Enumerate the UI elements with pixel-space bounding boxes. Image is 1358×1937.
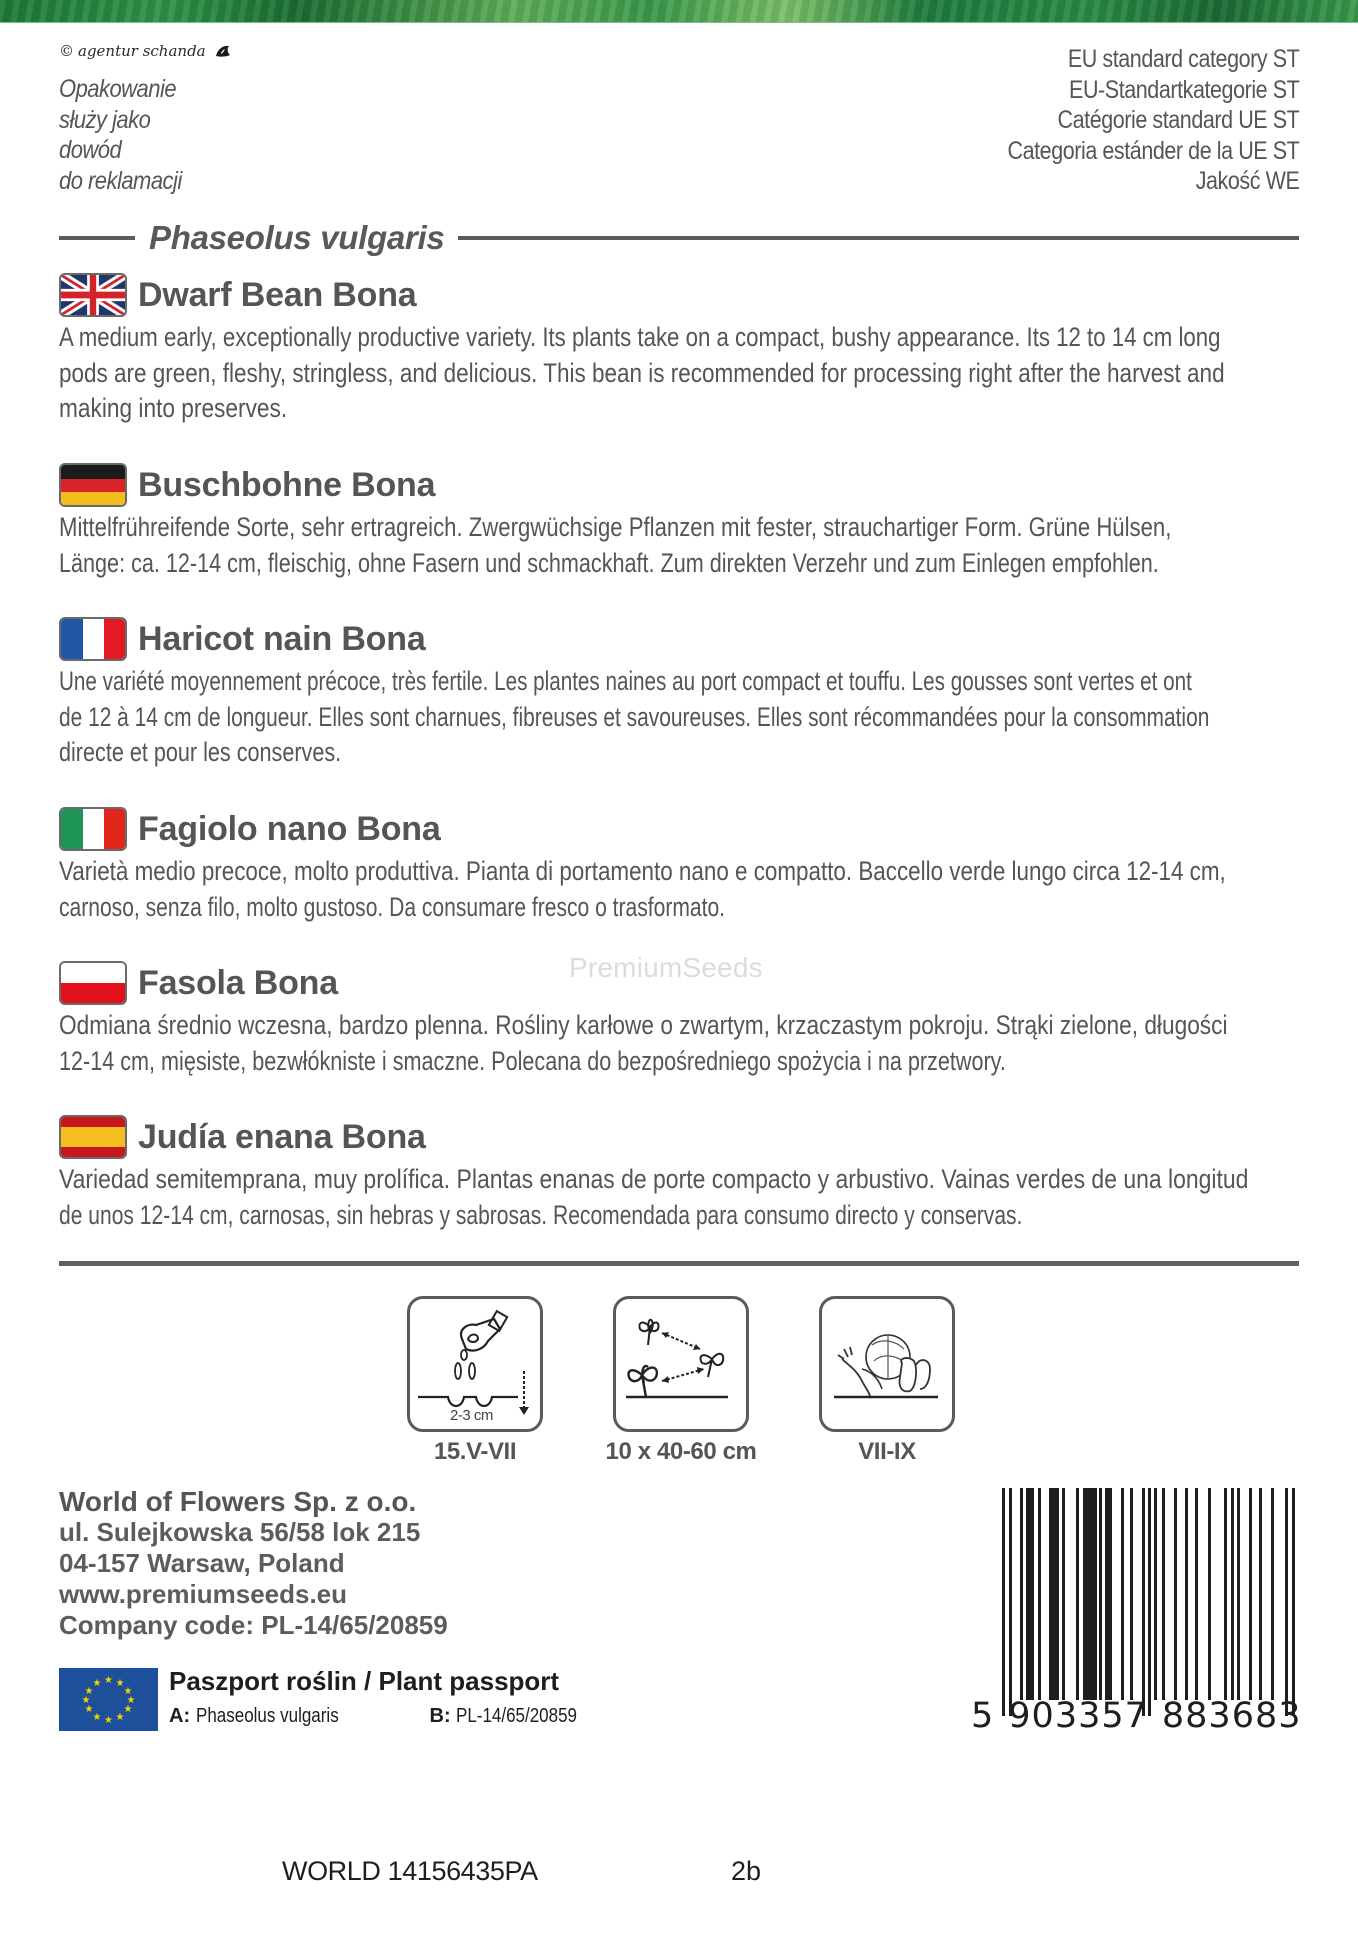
print-code: WORLD 14156435PA bbox=[282, 1856, 538, 1886]
description-line: A medium early, exceptionally productive variety. Its plants take on a compact, bushy appearance. Its 12 to 14 cm long bbox=[59, 322, 1221, 352]
variety-title: Haricot nain Bona bbox=[138, 619, 426, 658]
category-line: EU standard category ST bbox=[1067, 45, 1299, 73]
category-line: EU-Standartkategorie ST bbox=[1068, 75, 1299, 104]
latin-name: Phaseolus vulgaris bbox=[149, 219, 445, 256]
germany-flag-icon bbox=[59, 463, 127, 507]
spacing-info bbox=[605, 1296, 757, 1466]
spain-flag-icon bbox=[59, 1115, 127, 1159]
variety-title: Dwarf Bean Bona bbox=[138, 275, 417, 314]
company-city: 04-157 Warsaw, Poland bbox=[59, 1548, 345, 1578]
description-line: Varietà medio precoce, molto produttiva. Pianta di portamento nano e compatto. Baccello verde lungo circa 12-14 cm, bbox=[59, 856, 1226, 886]
plant-passport bbox=[59, 1668, 599, 1731]
variety-title: Judía enana Bona bbox=[138, 1117, 426, 1156]
sowing-info bbox=[407, 1296, 543, 1466]
complaint-line: służy jako bbox=[59, 105, 151, 134]
complaint-line: Opakowanie bbox=[59, 75, 177, 103]
svg-text:★: ★ bbox=[92, 1712, 102, 1723]
description-line: de unos 12-14 cm, carnosas, sin hebras y sabrosas. Recomendada para consumo directo y conservas. bbox=[59, 1199, 1023, 1230]
complaint-notice bbox=[59, 74, 198, 196]
svg-text:★: ★ bbox=[123, 1686, 133, 1697]
svg-text:★: ★ bbox=[84, 1686, 94, 1697]
svg-text:★: ★ bbox=[126, 1695, 136, 1706]
category-line: Catégorie standard UE ST bbox=[1057, 106, 1299, 134]
france-flag-icon bbox=[59, 617, 127, 661]
svg-text:★: ★ bbox=[115, 1712, 125, 1723]
barcode-number bbox=[971, 1696, 1302, 1736]
field-b-value: PL-14/65/20859 bbox=[456, 1705, 578, 1727]
harvest-info bbox=[819, 1296, 955, 1466]
svg-text:★: ★ bbox=[123, 1704, 133, 1715]
passport-field-a bbox=[169, 1705, 364, 1728]
barcode-left-group: 903357 bbox=[1008, 1696, 1148, 1736]
harvest-vegetables-icon bbox=[819, 1296, 955, 1432]
complaint-line: do reklamacji bbox=[59, 166, 182, 195]
description-line: Länge: ca. 12-14 cm, fleischig, ohne Fasern und schmackhaft. Zum direkten Verzehr und zum Einlegen empfohlen. bbox=[59, 547, 1159, 578]
description-line: de 12 à 14 cm de longueur. Elles sont charnues, fibreuses et savoureuses. Elles sont récommandées pour la consommation bbox=[59, 701, 1210, 732]
variety-description bbox=[59, 320, 1299, 427]
lang-section-fr bbox=[59, 616, 1299, 771]
lang-section-de bbox=[59, 462, 1299, 581]
watermark: PremiumSeeds bbox=[569, 952, 763, 983]
sowing-hand-icon bbox=[407, 1296, 543, 1432]
plant-spacing-icon bbox=[613, 1296, 749, 1432]
description-line: directe et pour les conserves. bbox=[59, 737, 342, 767]
passport-field-b bbox=[430, 1705, 599, 1728]
svg-text:★: ★ bbox=[104, 1675, 113, 1686]
field-b-label: B: bbox=[429, 1705, 451, 1727]
description-line: Odmiana średnio wczesna, bardzo plenna. Rośliny karłowe o zwartym, krzaczastym pokroju. Strąki zielone, długości bbox=[59, 1010, 1228, 1040]
sowing-period: 15.V-VII bbox=[433, 1438, 517, 1465]
category-line: Categoria estánder de la UE ST bbox=[1007, 136, 1299, 165]
copyright-symbol: © bbox=[59, 42, 74, 60]
variety-title: Fagiolo nano Bona bbox=[138, 809, 441, 848]
harvest-period: VII-IX bbox=[858, 1438, 916, 1465]
variety-title: Buschbohne Bona bbox=[138, 465, 436, 504]
italy-flag-icon bbox=[59, 807, 127, 851]
lang-section-es bbox=[59, 1114, 1299, 1233]
copyright-text: agentur schanda bbox=[78, 42, 206, 60]
cultivation-icons bbox=[407, 1296, 955, 1466]
lang-section-pl bbox=[59, 960, 1299, 1079]
description-line: Une variété moyennement précoce, très fertile. Les plantes naines au port compact et touffu. Les gousses sont vertes et ont bbox=[59, 666, 1192, 696]
variety-description bbox=[59, 1162, 1299, 1233]
barcode-right-group: 883683 bbox=[1161, 1696, 1302, 1736]
barcode-first-digit: 5 bbox=[971, 1696, 995, 1736]
description-line: making into preserves. bbox=[59, 393, 288, 423]
variety-title: Fasola Bona bbox=[138, 963, 338, 1002]
divider bbox=[458, 236, 1299, 240]
field-a-label: A: bbox=[169, 1705, 191, 1727]
svg-text:★: ★ bbox=[84, 1704, 94, 1715]
print-version: 2b bbox=[731, 1856, 762, 1886]
svg-text:★: ★ bbox=[104, 1715, 113, 1726]
complaint-line: dowód bbox=[59, 136, 122, 164]
description-line: Variedad semitemprana, muy prolífica. Plantas enanas de porte compacto y arbustivo. Vainas verdes de una longitud bbox=[59, 1164, 1249, 1194]
variety-description bbox=[59, 510, 1299, 581]
lang-section-it bbox=[59, 806, 1299, 925]
variety-description bbox=[59, 1008, 1299, 1079]
lang-section-en bbox=[59, 272, 1299, 427]
divider bbox=[59, 236, 135, 240]
uk-flag-icon bbox=[59, 273, 127, 317]
latin-name-heading bbox=[59, 218, 1299, 258]
company-name: World of Flowers Sp. z o.o. bbox=[59, 1486, 417, 1517]
company-code: Company code: PL-14/65/20859 bbox=[59, 1610, 448, 1640]
company-website[interactable]: www.premiumseeds.eu bbox=[59, 1579, 348, 1609]
sowing-depth-label: 2-3 cm bbox=[450, 1407, 493, 1424]
eu-category-list bbox=[960, 44, 1299, 197]
poland-flag-icon bbox=[59, 961, 127, 1005]
description-line: 12-14 cm, mięsiste, bezwłókniste i smaczne. Polecana do bezpośredniego spożycia i na przetwory. bbox=[59, 1045, 1006, 1076]
field-a-value: Phaseolus vulgaris bbox=[195, 1705, 339, 1727]
leaf-photo-banner bbox=[0, 0, 1358, 23]
spacing-value: 10 x 40-60 cm bbox=[605, 1438, 757, 1465]
description-line: carnoso, senza filo, molto gustoso. Da consumare fresco o trasformato. bbox=[59, 891, 726, 922]
passport-title: Paszport roślin / Plant passport bbox=[169, 1666, 560, 1696]
agency-logo-icon bbox=[214, 44, 232, 58]
svg-text:★: ★ bbox=[81, 1695, 91, 1706]
variety-description bbox=[59, 664, 1299, 771]
divider bbox=[59, 1261, 1299, 1266]
description-line: pods are green, fleshy, stringless, and delicious. This bean is recommended for processing right after the harvest and bbox=[59, 357, 1225, 388]
svg-text:★: ★ bbox=[115, 1678, 125, 1689]
eu-flag-icon bbox=[59, 1668, 158, 1731]
description-line: Mittelfrühreifende Sorte, sehr ertragreich. Zwergwüchsige Pflanzen mit fester, strauchartiger Form. Grüne Hülsen, bbox=[59, 512, 1172, 542]
company-info bbox=[59, 1486, 448, 1641]
company-street: ul. Sulejkowska 56/58 lok 215 bbox=[59, 1517, 421, 1547]
svg-text:★: ★ bbox=[92, 1678, 102, 1689]
variety-description bbox=[59, 854, 1299, 925]
copyright-notice bbox=[59, 42, 232, 60]
category-line: Jakość WE bbox=[1195, 167, 1299, 195]
